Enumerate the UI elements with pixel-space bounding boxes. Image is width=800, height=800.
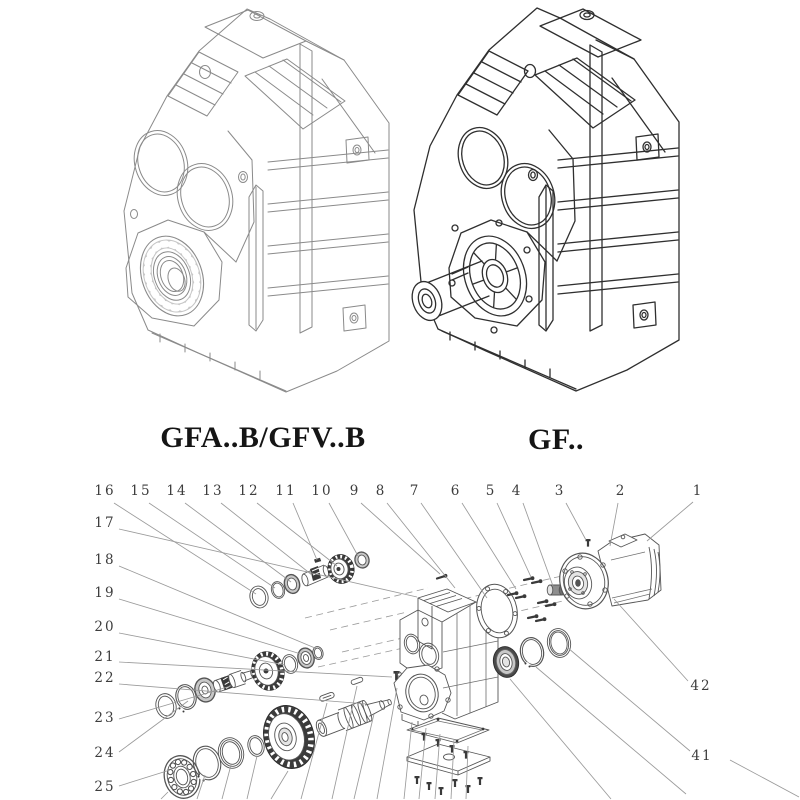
right-side-ribs: [558, 148, 678, 294]
left-top-bar: [205, 10, 306, 58]
leader-line-cutoff: [161, 792, 168, 799]
leader-line-cutoff: [730, 760, 799, 797]
callout-number-11: 11: [275, 483, 297, 499]
gearbox-left-drawing: [124, 9, 389, 392]
callout-number-20: 20: [94, 619, 116, 635]
end-cap: [247, 584, 270, 610]
callout-number-8: 8: [375, 483, 387, 499]
left-front-strap: [249, 185, 263, 331]
leader-line-19: [119, 599, 301, 654]
leader-line-16: [114, 503, 256, 594]
end-cap-2: [153, 691, 179, 720]
callout-number-19: 19: [94, 585, 116, 601]
callout-number-1: 1: [692, 483, 704, 499]
leader-line-cutoff: [404, 722, 412, 799]
left-side-strap: [300, 44, 312, 333]
left-inspection-bores: [126, 124, 241, 238]
model-label-right: GF..: [528, 423, 584, 456]
leader-line-7: [421, 503, 487, 598]
leader-line-4: [523, 503, 553, 586]
snap-ring-4: [518, 635, 547, 668]
gearbox-right-drawing: [407, 8, 679, 391]
right-feet: [442, 331, 576, 389]
leader-line-6: [462, 503, 516, 589]
callout-number-23: 23: [94, 710, 116, 726]
callout-number-21: 21: [94, 649, 116, 665]
cover-gasket: [407, 718, 489, 743]
seal-ring-2: [545, 626, 574, 659]
leader-line-15: [149, 503, 275, 588]
right-cooling-fins: [458, 51, 635, 128]
leader-line-20: [119, 633, 285, 665]
callout-number-17: 17: [94, 515, 116, 531]
callout-number-10: 10: [311, 483, 333, 499]
callout-number-22: 22: [94, 670, 116, 686]
left-side-ribs: [268, 150, 388, 296]
callout-number-3: 3: [554, 483, 566, 499]
callout-number-6: 6: [450, 483, 462, 499]
cover-plate: [407, 744, 490, 775]
leader-line-1: [647, 502, 693, 541]
spacer-ring: [353, 550, 371, 569]
motor: [554, 534, 661, 614]
callout-number-41: 41: [691, 748, 713, 764]
callout-number-4: 4: [511, 483, 523, 499]
leader-line-cutoff: [510, 679, 611, 799]
leader-line-42: [614, 599, 688, 681]
callout-number-18: 18: [94, 552, 116, 568]
leader-line-10: [329, 503, 358, 556]
bearing: [282, 573, 301, 595]
key-2: [351, 677, 364, 685]
callout-number-13: 13: [202, 483, 224, 499]
callout-number-24: 24: [94, 745, 116, 761]
model-label-left: GFA..B/GFV..B: [160, 421, 366, 454]
callout-number-9: 9: [349, 483, 361, 499]
right-side-strap: [590, 45, 602, 331]
callout-number-7: 7: [409, 483, 421, 499]
output-gear: [257, 700, 322, 775]
callout-number-14: 14: [166, 483, 188, 499]
leader-line-3: [566, 503, 586, 540]
leader-line-23: [119, 686, 231, 719]
leader-line-cutoff: [419, 728, 426, 799]
input-gear: [325, 552, 358, 587]
input-shaft-assembly: [247, 550, 370, 609]
leader-line-17: [119, 529, 417, 597]
leader-line-14: [185, 503, 291, 582]
left-stud: [239, 172, 248, 183]
right-mount-tabs: [633, 134, 659, 328]
exploded-view: [94, 483, 799, 800]
small-screw: [314, 558, 321, 563]
left-cooling-fins: [168, 52, 345, 129]
callout-number-15: 15: [130, 483, 152, 499]
leader-line-25: [119, 770, 170, 786]
callout-number-2: 2: [615, 483, 627, 499]
leader-line-11: [293, 503, 317, 560]
leader-line-cutoff: [222, 765, 231, 799]
callout-number-42: 42: [690, 678, 712, 694]
leader-line-cutoff: [536, 667, 686, 794]
leader-line-5: [497, 503, 531, 577]
callout-number-16: 16: [94, 483, 116, 499]
right-stud: [529, 170, 538, 181]
leader-line-8: [387, 503, 455, 588]
callout-number-12: 12: [238, 483, 260, 499]
left-feet: [152, 333, 286, 391]
right-plate-hole: [525, 65, 536, 78]
leader-line-cutoff: [271, 771, 288, 799]
callout-number-25: 25: [94, 779, 116, 795]
callout-number-5: 5: [485, 483, 497, 499]
leader-line-cutoff: [247, 756, 257, 799]
